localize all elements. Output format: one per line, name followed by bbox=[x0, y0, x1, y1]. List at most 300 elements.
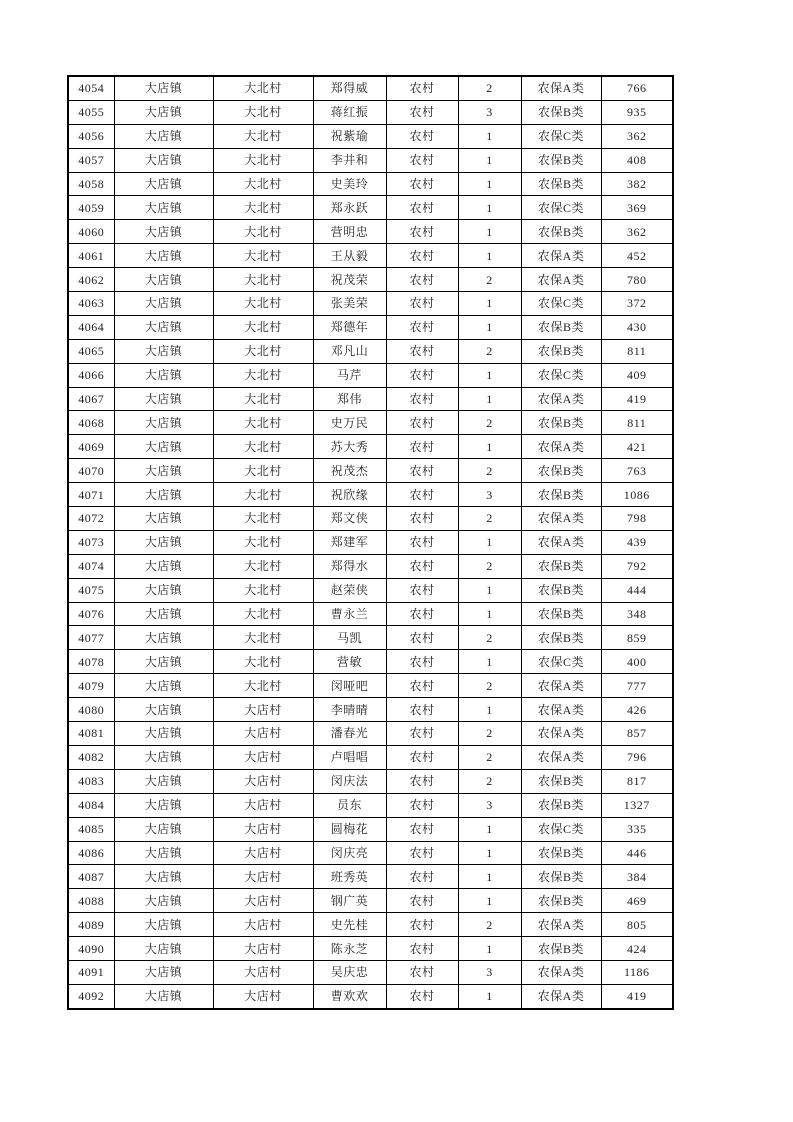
amount-cell: 766 bbox=[601, 76, 673, 100]
residence-type-cell: 农村 bbox=[386, 292, 458, 316]
residence-type-cell: 农村 bbox=[386, 554, 458, 578]
amount-cell: 426 bbox=[601, 698, 673, 722]
person-count-cell: 1 bbox=[458, 841, 521, 865]
table-row bbox=[68, 76, 673, 100]
residence-type-cell: 农村 bbox=[386, 650, 458, 674]
amount-cell: 369 bbox=[601, 196, 673, 220]
person-count-cell: 2 bbox=[458, 411, 521, 435]
person-count-cell: 2 bbox=[458, 913, 521, 937]
serial-number-cell: 4064 bbox=[68, 315, 114, 339]
insurance-category-cell: 农保C类 bbox=[521, 196, 601, 220]
village-cell: 大店村 bbox=[213, 865, 313, 889]
village-cell: 大北村 bbox=[213, 172, 313, 196]
serial-number-cell: 4091 bbox=[68, 960, 114, 984]
person-count-cell: 1 bbox=[458, 387, 521, 411]
person-name-cell: 邓凡山 bbox=[313, 339, 386, 363]
insurance-category-cell: 农保C类 bbox=[521, 363, 601, 387]
town-cell: 大店镇 bbox=[114, 793, 213, 817]
person-count-cell: 1 bbox=[458, 698, 521, 722]
insurance-category-cell: 农保B类 bbox=[521, 483, 601, 507]
serial-number-cell: 4063 bbox=[68, 292, 114, 316]
amount-cell: 452 bbox=[601, 244, 673, 268]
town-cell: 大店镇 bbox=[114, 220, 213, 244]
table-row bbox=[68, 292, 673, 316]
serial-number-cell: 4068 bbox=[68, 411, 114, 435]
insurance-category-cell: 农保A类 bbox=[521, 435, 601, 459]
person-name-cell: 郑伟 bbox=[313, 387, 386, 411]
insurance-category-cell: 农保C类 bbox=[521, 124, 601, 148]
amount-cell: 400 bbox=[601, 650, 673, 674]
town-cell: 大店镇 bbox=[114, 435, 213, 459]
village-cell: 大北村 bbox=[213, 411, 313, 435]
table-row bbox=[68, 435, 673, 459]
person-count-cell: 1 bbox=[458, 244, 521, 268]
village-cell: 大店村 bbox=[213, 984, 313, 1008]
table-row bbox=[68, 793, 673, 817]
serial-number-cell: 4073 bbox=[68, 530, 114, 554]
town-cell: 大店镇 bbox=[114, 507, 213, 531]
residence-type-cell: 农村 bbox=[386, 172, 458, 196]
person-count-cell: 1 bbox=[458, 315, 521, 339]
village-cell: 大北村 bbox=[213, 363, 313, 387]
residence-type-cell: 农村 bbox=[386, 793, 458, 817]
person-count-cell: 3 bbox=[458, 960, 521, 984]
table-row bbox=[68, 268, 673, 292]
amount-cell: 798 bbox=[601, 507, 673, 531]
serial-number-cell: 4085 bbox=[68, 817, 114, 841]
amount-cell: 780 bbox=[601, 268, 673, 292]
town-cell: 大店镇 bbox=[114, 76, 213, 100]
person-name-cell: 陈永芝 bbox=[313, 937, 386, 961]
town-cell: 大店镇 bbox=[114, 937, 213, 961]
village-cell: 大北村 bbox=[213, 292, 313, 316]
village-cell: 大店村 bbox=[213, 960, 313, 984]
residence-type-cell: 农村 bbox=[386, 435, 458, 459]
table-row bbox=[68, 339, 673, 363]
person-name-cell: 张美荣 bbox=[313, 292, 386, 316]
town-cell: 大店镇 bbox=[114, 292, 213, 316]
amount-cell: 811 bbox=[601, 411, 673, 435]
person-count-cell: 1 bbox=[458, 148, 521, 172]
town-cell: 大店镇 bbox=[114, 554, 213, 578]
person-name-cell: 闵哑吧 bbox=[313, 674, 386, 698]
person-count-cell: 1 bbox=[458, 937, 521, 961]
insurance-category-cell: 农保B类 bbox=[521, 937, 601, 961]
village-cell: 大店村 bbox=[213, 793, 313, 817]
insurance-category-cell: 农保B类 bbox=[521, 769, 601, 793]
serial-number-cell: 4067 bbox=[68, 387, 114, 411]
amount-cell: 384 bbox=[601, 865, 673, 889]
amount-cell: 805 bbox=[601, 913, 673, 937]
person-name-cell: 马凯 bbox=[313, 626, 386, 650]
insurance-category-cell: 农保A类 bbox=[521, 698, 601, 722]
amount-cell: 777 bbox=[601, 674, 673, 698]
table-row bbox=[68, 626, 673, 650]
village-cell: 大北村 bbox=[213, 196, 313, 220]
amount-cell: 419 bbox=[601, 387, 673, 411]
person-name-cell: 郑建军 bbox=[313, 530, 386, 554]
town-cell: 大店镇 bbox=[114, 530, 213, 554]
person-name-cell: 班秀英 bbox=[313, 865, 386, 889]
person-name-cell: 史万民 bbox=[313, 411, 386, 435]
serial-number-cell: 4086 bbox=[68, 841, 114, 865]
table-row bbox=[68, 148, 673, 172]
residence-type-cell: 农村 bbox=[386, 913, 458, 937]
residence-type-cell: 农村 bbox=[386, 244, 458, 268]
person-name-cell: 李晴晴 bbox=[313, 698, 386, 722]
serial-number-cell: 4084 bbox=[68, 793, 114, 817]
serial-number-cell: 4076 bbox=[68, 602, 114, 626]
residence-type-cell: 农村 bbox=[386, 745, 458, 769]
table-row bbox=[68, 244, 673, 268]
person-count-cell: 1 bbox=[458, 530, 521, 554]
insurance-category-cell: 农保B类 bbox=[521, 865, 601, 889]
amount-cell: 348 bbox=[601, 602, 673, 626]
person-count-cell: 1 bbox=[458, 602, 521, 626]
person-count-cell: 2 bbox=[458, 769, 521, 793]
table-row bbox=[68, 220, 673, 244]
serial-number-cell: 4069 bbox=[68, 435, 114, 459]
amount-cell: 469 bbox=[601, 889, 673, 913]
person-name-cell: 苏大秀 bbox=[313, 435, 386, 459]
residence-type-cell: 农村 bbox=[386, 507, 458, 531]
insurance-category-cell: 农保B类 bbox=[521, 841, 601, 865]
person-name-cell: 曹欢欢 bbox=[313, 984, 386, 1008]
town-cell: 大店镇 bbox=[114, 722, 213, 746]
table-row bbox=[68, 960, 673, 984]
town-cell: 大店镇 bbox=[114, 769, 213, 793]
amount-cell: 439 bbox=[601, 530, 673, 554]
serial-number-cell: 4088 bbox=[68, 889, 114, 913]
table-row bbox=[68, 889, 673, 913]
person-count-cell: 2 bbox=[458, 459, 521, 483]
town-cell: 大店镇 bbox=[114, 387, 213, 411]
person-count-cell: 1 bbox=[458, 363, 521, 387]
person-count-cell: 1 bbox=[458, 984, 521, 1008]
table-row bbox=[68, 411, 673, 435]
village-cell: 大北村 bbox=[213, 100, 313, 124]
serial-number-cell: 4070 bbox=[68, 459, 114, 483]
town-cell: 大店镇 bbox=[114, 984, 213, 1008]
person-name-cell: 吴庆忠 bbox=[313, 960, 386, 984]
residence-type-cell: 农村 bbox=[386, 769, 458, 793]
serial-number-cell: 4074 bbox=[68, 554, 114, 578]
person-count-cell: 1 bbox=[458, 172, 521, 196]
serial-number-cell: 4066 bbox=[68, 363, 114, 387]
person-name-cell: 钢广英 bbox=[313, 889, 386, 913]
table-body bbox=[68, 76, 673, 1009]
town-cell: 大店镇 bbox=[114, 268, 213, 292]
amount-cell: 817 bbox=[601, 769, 673, 793]
town-cell: 大店镇 bbox=[114, 339, 213, 363]
town-cell: 大店镇 bbox=[114, 960, 213, 984]
residence-type-cell: 农村 bbox=[386, 76, 458, 100]
person-count-cell: 2 bbox=[458, 554, 521, 578]
amount-cell: 763 bbox=[601, 459, 673, 483]
table-row bbox=[68, 196, 673, 220]
serial-number-cell: 4081 bbox=[68, 722, 114, 746]
person-name-cell: 蒋红振 bbox=[313, 100, 386, 124]
person-count-cell: 2 bbox=[458, 722, 521, 746]
serial-number-cell: 4058 bbox=[68, 172, 114, 196]
person-name-cell: 史先桂 bbox=[313, 913, 386, 937]
table-row bbox=[68, 769, 673, 793]
amount-cell: 446 bbox=[601, 841, 673, 865]
serial-number-cell: 4080 bbox=[68, 698, 114, 722]
serial-number-cell: 4090 bbox=[68, 937, 114, 961]
village-cell: 大店村 bbox=[213, 722, 313, 746]
person-name-cell: 曹永兰 bbox=[313, 602, 386, 626]
residence-type-cell: 农村 bbox=[386, 483, 458, 507]
town-cell: 大店镇 bbox=[114, 315, 213, 339]
serial-number-cell: 4082 bbox=[68, 745, 114, 769]
town-cell: 大店镇 bbox=[114, 148, 213, 172]
residence-type-cell: 农村 bbox=[386, 865, 458, 889]
insurance-category-cell: 农保A类 bbox=[521, 960, 601, 984]
table-row bbox=[68, 984, 673, 1008]
insurance-category-cell: 农保A类 bbox=[521, 674, 601, 698]
table-row bbox=[68, 841, 673, 865]
person-name-cell: 卢唱唱 bbox=[313, 745, 386, 769]
table-row bbox=[68, 745, 673, 769]
serial-number-cell: 4062 bbox=[68, 268, 114, 292]
person-count-cell: 1 bbox=[458, 865, 521, 889]
insurance-category-cell: 农保B类 bbox=[521, 578, 601, 602]
table-row bbox=[68, 817, 673, 841]
town-cell: 大店镇 bbox=[114, 244, 213, 268]
residence-type-cell: 农村 bbox=[386, 315, 458, 339]
village-cell: 大店村 bbox=[213, 913, 313, 937]
amount-cell: 796 bbox=[601, 745, 673, 769]
person-name-cell: 潘春光 bbox=[313, 722, 386, 746]
serial-number-cell: 4078 bbox=[68, 650, 114, 674]
village-cell: 大北村 bbox=[213, 315, 313, 339]
village-cell: 大北村 bbox=[213, 626, 313, 650]
village-cell: 大北村 bbox=[213, 674, 313, 698]
person-name-cell: 马芹 bbox=[313, 363, 386, 387]
village-cell: 大北村 bbox=[213, 244, 313, 268]
residence-type-cell: 农村 bbox=[386, 148, 458, 172]
residence-type-cell: 农村 bbox=[386, 889, 458, 913]
village-cell: 大北村 bbox=[213, 220, 313, 244]
person-count-cell: 3 bbox=[458, 100, 521, 124]
residence-type-cell: 农村 bbox=[386, 984, 458, 1008]
village-cell: 大北村 bbox=[213, 602, 313, 626]
town-cell: 大店镇 bbox=[114, 889, 213, 913]
person-count-cell: 2 bbox=[458, 507, 521, 531]
town-cell: 大店镇 bbox=[114, 674, 213, 698]
village-cell: 大店村 bbox=[213, 745, 313, 769]
village-cell: 大北村 bbox=[213, 148, 313, 172]
amount-cell: 811 bbox=[601, 339, 673, 363]
amount-cell: 859 bbox=[601, 626, 673, 650]
serial-number-cell: 4071 bbox=[68, 483, 114, 507]
table-row bbox=[68, 722, 673, 746]
person-name-cell: 圆梅花 bbox=[313, 817, 386, 841]
person-name-cell: 郑得威 bbox=[313, 76, 386, 100]
insurance-category-cell: 农保A类 bbox=[521, 530, 601, 554]
person-name-cell: 郑得水 bbox=[313, 554, 386, 578]
serial-number-cell: 4092 bbox=[68, 984, 114, 1008]
person-count-cell: 1 bbox=[458, 292, 521, 316]
town-cell: 大店镇 bbox=[114, 745, 213, 769]
person-name-cell: 营明忠 bbox=[313, 220, 386, 244]
village-cell: 大店村 bbox=[213, 889, 313, 913]
residence-type-cell: 农村 bbox=[386, 220, 458, 244]
serial-number-cell: 4061 bbox=[68, 244, 114, 268]
person-count-cell: 2 bbox=[458, 268, 521, 292]
amount-cell: 857 bbox=[601, 722, 673, 746]
person-count-cell: 1 bbox=[458, 435, 521, 459]
amount-cell: 1086 bbox=[601, 483, 673, 507]
town-cell: 大店镇 bbox=[114, 172, 213, 196]
person-count-cell: 1 bbox=[458, 196, 521, 220]
insurance-category-cell: 农保A类 bbox=[521, 76, 601, 100]
insurance-category-cell: 农保A类 bbox=[521, 244, 601, 268]
residence-type-cell: 农村 bbox=[386, 937, 458, 961]
insurance-category-cell: 农保A类 bbox=[521, 507, 601, 531]
village-cell: 大北村 bbox=[213, 507, 313, 531]
village-cell: 大北村 bbox=[213, 268, 313, 292]
residence-type-cell: 农村 bbox=[386, 459, 458, 483]
residence-type-cell: 农村 bbox=[386, 602, 458, 626]
insurance-category-cell: 农保B类 bbox=[521, 148, 601, 172]
person-name-cell: 史美玲 bbox=[313, 172, 386, 196]
town-cell: 大店镇 bbox=[114, 841, 213, 865]
insurance-category-cell: 农保B类 bbox=[521, 793, 601, 817]
table-row bbox=[68, 674, 673, 698]
person-name-cell: 郑德年 bbox=[313, 315, 386, 339]
town-cell: 大店镇 bbox=[114, 459, 213, 483]
person-name-cell: 闵庆法 bbox=[313, 769, 386, 793]
residence-type-cell: 农村 bbox=[386, 363, 458, 387]
person-count-cell: 1 bbox=[458, 650, 521, 674]
residence-type-cell: 农村 bbox=[386, 196, 458, 220]
town-cell: 大店镇 bbox=[114, 650, 213, 674]
table-row bbox=[68, 387, 673, 411]
amount-cell: 382 bbox=[601, 172, 673, 196]
serial-number-cell: 4057 bbox=[68, 148, 114, 172]
village-cell: 大北村 bbox=[213, 339, 313, 363]
table-row bbox=[68, 507, 673, 531]
residence-type-cell: 农村 bbox=[386, 674, 458, 698]
village-cell: 大店村 bbox=[213, 817, 313, 841]
village-cell: 大北村 bbox=[213, 387, 313, 411]
person-name-cell: 祝茂杰 bbox=[313, 459, 386, 483]
insurance-category-cell: 农保A类 bbox=[521, 984, 601, 1008]
insurance-category-cell: 农保B类 bbox=[521, 889, 601, 913]
person-name-cell: 营敏 bbox=[313, 650, 386, 674]
village-cell: 大北村 bbox=[213, 554, 313, 578]
residence-type-cell: 农村 bbox=[386, 100, 458, 124]
table-row bbox=[68, 865, 673, 889]
insurance-category-cell: 农保B类 bbox=[521, 172, 601, 196]
person-name-cell: 王从毅 bbox=[313, 244, 386, 268]
table-row bbox=[68, 698, 673, 722]
town-cell: 大店镇 bbox=[114, 100, 213, 124]
residence-type-cell: 农村 bbox=[386, 698, 458, 722]
serial-number-cell: 4054 bbox=[68, 76, 114, 100]
table-row bbox=[68, 530, 673, 554]
insurance-category-cell: 农保A类 bbox=[521, 387, 601, 411]
amount-cell: 421 bbox=[601, 435, 673, 459]
person-name-cell: 员东 bbox=[313, 793, 386, 817]
insurance-category-cell: 农保B类 bbox=[521, 602, 601, 626]
amount-cell: 935 bbox=[601, 100, 673, 124]
amount-cell: 408 bbox=[601, 148, 673, 172]
amount-cell: 1327 bbox=[601, 793, 673, 817]
insurance-category-cell: 农保B类 bbox=[521, 315, 601, 339]
town-cell: 大店镇 bbox=[114, 817, 213, 841]
table-row bbox=[68, 315, 673, 339]
amount-cell: 372 bbox=[601, 292, 673, 316]
insurance-category-cell: 农保C类 bbox=[521, 817, 601, 841]
serial-number-cell: 4065 bbox=[68, 339, 114, 363]
serial-number-cell: 4075 bbox=[68, 578, 114, 602]
serial-number-cell: 4056 bbox=[68, 124, 114, 148]
serial-number-cell: 4079 bbox=[68, 674, 114, 698]
village-cell: 大北村 bbox=[213, 76, 313, 100]
serial-number-cell: 4072 bbox=[68, 507, 114, 531]
town-cell: 大店镇 bbox=[114, 196, 213, 220]
residence-type-cell: 农村 bbox=[386, 626, 458, 650]
insurance-category-cell: 农保B类 bbox=[521, 220, 601, 244]
insurance-category-cell: 农保B类 bbox=[521, 554, 601, 578]
village-cell: 大北村 bbox=[213, 124, 313, 148]
village-cell: 大北村 bbox=[213, 435, 313, 459]
table-row bbox=[68, 100, 673, 124]
insurance-category-cell: 农保A类 bbox=[521, 913, 601, 937]
records-table bbox=[67, 75, 674, 1010]
residence-type-cell: 农村 bbox=[386, 268, 458, 292]
residence-type-cell: 农村 bbox=[386, 960, 458, 984]
serial-number-cell: 4059 bbox=[68, 196, 114, 220]
village-cell: 大北村 bbox=[213, 530, 313, 554]
town-cell: 大店镇 bbox=[114, 363, 213, 387]
village-cell: 大店村 bbox=[213, 841, 313, 865]
residence-type-cell: 农村 bbox=[386, 817, 458, 841]
person-count-cell: 1 bbox=[458, 124, 521, 148]
insurance-category-cell: 农保A类 bbox=[521, 722, 601, 746]
table-row bbox=[68, 554, 673, 578]
insurance-category-cell: 农保A类 bbox=[521, 745, 601, 769]
table-row bbox=[68, 578, 673, 602]
amount-cell: 335 bbox=[601, 817, 673, 841]
person-count-cell: 3 bbox=[458, 483, 521, 507]
person-name-cell: 祝紫瑜 bbox=[313, 124, 386, 148]
town-cell: 大店镇 bbox=[114, 913, 213, 937]
table-row bbox=[68, 937, 673, 961]
person-count-cell: 1 bbox=[458, 889, 521, 913]
person-name-cell: 祝茂荣 bbox=[313, 268, 386, 292]
amount-cell: 424 bbox=[601, 937, 673, 961]
serial-number-cell: 4083 bbox=[68, 769, 114, 793]
village-cell: 大北村 bbox=[213, 650, 313, 674]
residence-type-cell: 农村 bbox=[386, 387, 458, 411]
residence-type-cell: 农村 bbox=[386, 841, 458, 865]
town-cell: 大店镇 bbox=[114, 698, 213, 722]
residence-type-cell: 农村 bbox=[386, 530, 458, 554]
insurance-category-cell: 农保A类 bbox=[521, 268, 601, 292]
town-cell: 大店镇 bbox=[114, 626, 213, 650]
insurance-category-cell: 农保C类 bbox=[521, 650, 601, 674]
insurance-category-cell: 农保B类 bbox=[521, 339, 601, 363]
residence-type-cell: 农村 bbox=[386, 124, 458, 148]
table-row bbox=[68, 459, 673, 483]
person-count-cell: 2 bbox=[458, 626, 521, 650]
amount-cell: 419 bbox=[601, 984, 673, 1008]
village-cell: 大店村 bbox=[213, 698, 313, 722]
